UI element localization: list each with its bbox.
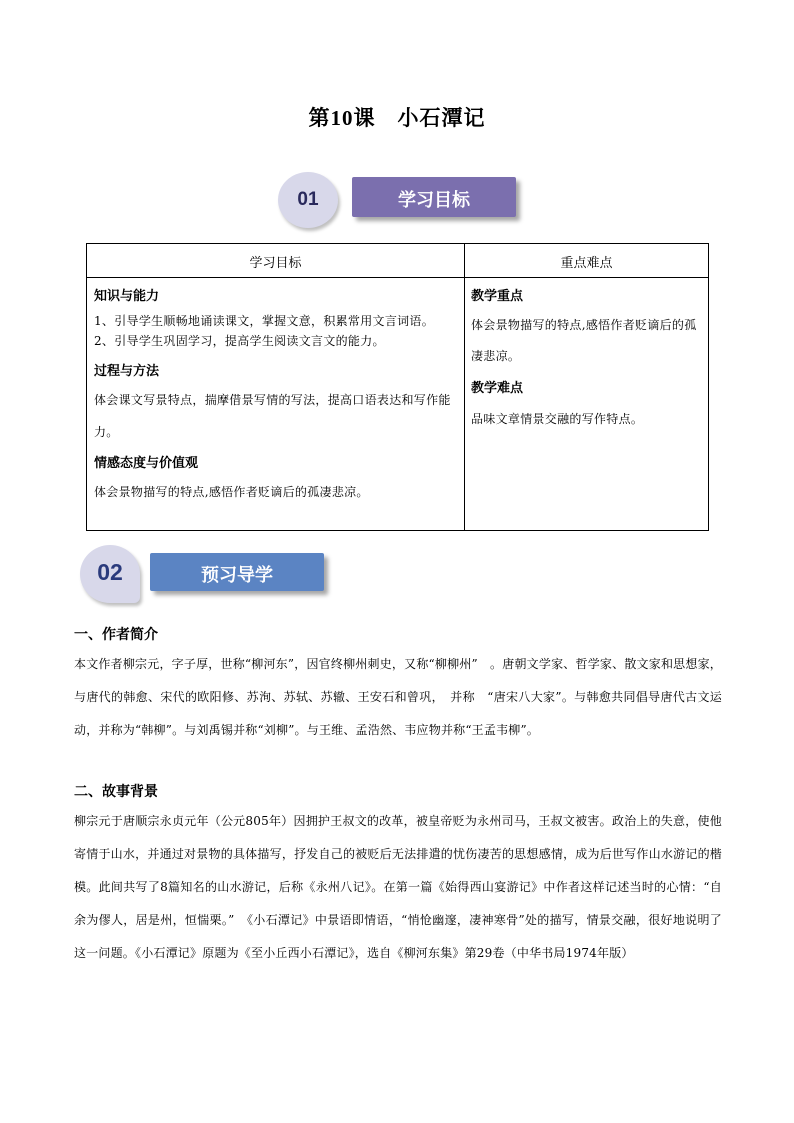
keypoint-heading-focus: 教学重点 (471, 289, 524, 304)
author-intro-heading: 一、作者简介 (74, 627, 158, 643)
keypoint-heading-difficulty: 教学难点 (471, 381, 524, 396)
section-number: 02 (97, 559, 123, 585)
section-title-bar (352, 177, 516, 217)
goals-cell (94, 282, 459, 500)
section-title-bar (150, 553, 324, 591)
title-prefix: 第 (308, 105, 331, 130)
section-number-circle (80, 545, 140, 603)
lesson-name: 课 小石潭记 (353, 105, 486, 130)
goal-item-2: 2、引导学生巩固学习，提高学生阅读文言文的能力。 (94, 334, 385, 348)
table-header-goals: 学习目标 (249, 256, 302, 271)
goal-item-3: 体会课文写景特点，揣摩借景写情的写法，提高口语表达和写作能力。 (94, 393, 451, 439)
goal-heading-process: 过程与方法 (94, 364, 160, 379)
keypoint-difficulty-text: 品味文章情景交融的写作特点。 (471, 412, 644, 426)
goal-heading-knowledge: 知识与能力 (94, 289, 160, 304)
background-heading: 二、故事背景 (74, 784, 158, 800)
background-text: 柳宗元于唐顺宗永贞元年（公元805年）因拥护王叔文的改革，被皇帝贬为永州司马，王叔文被害。政治上的失意，使他寄情于山水，并通过对景物的具体描写，抒发自己的被贬后无法排遣的忧伤凄苦的思想感情，成为后世写作山水游记的楷模。此间共写了8篇知名的山水游记，后称《永州八记》。在第一篇《始得西山宴游记》中作者这样记述当时的心情：“自余为僇人，居是州，恒惴栗。” 《小石潭记》中景语即情语，“悄怆幽邃，凄神寒骨”处的描写，情景交融，很好地说明了这一问题。《小石潭记》原题为《至小丘西小石潭记》，选自《柳河东集》第29卷（中华书局1974年版） (74, 814, 722, 960)
section-title: 学习目标 (398, 190, 470, 211)
goal-item-1: 1、引导学生顺畅地诵读课文，掌握文意，积累常用文言词语。 (94, 314, 435, 328)
section-badge-learning-goals (278, 172, 528, 232)
section-title: 预习导学 (201, 565, 273, 586)
author-intro-text: 本文作者柳宗元，字子厚，世称“柳河东”，因官终柳州刺史，又称“柳柳州” 。唐朝文学家、哲学家、散文家和思想家，与唐代的韩愈、宋代的欧阳修、苏洵、苏轼、苏辙、王安石和曾巩， 并称 “唐宋八大家”。与韩愈共同倡导唐代古文运动，并称为“韩柳”。与刘禹锡并称“刘柳”。与王维、孟浩然、韦应物并称“王孟韦柳”。 (74, 657, 722, 737)
section-number: 01 (297, 189, 319, 210)
goal-item-4: 体会景物描写的特点,感悟作者贬谪后的孤凄悲凉。 (94, 485, 369, 499)
keypoint-focus-text: 体会景物描写的特点,感悟作者贬谪后的孤凄悲凉。 (471, 318, 697, 363)
lesson-number: 10 (330, 106, 354, 130)
page-title (0, 102, 794, 132)
keypoints-cell (471, 282, 703, 427)
table-divider-horizontal (87, 277, 708, 278)
section-number-circle (278, 172, 338, 228)
section-badge-preview (80, 545, 340, 605)
table-divider-vertical (464, 244, 465, 530)
goal-heading-emotion: 情感态度与价值观 (94, 456, 199, 471)
table-header-keypoints: 重点难点 (560, 256, 613, 271)
goals-table (86, 243, 709, 531)
